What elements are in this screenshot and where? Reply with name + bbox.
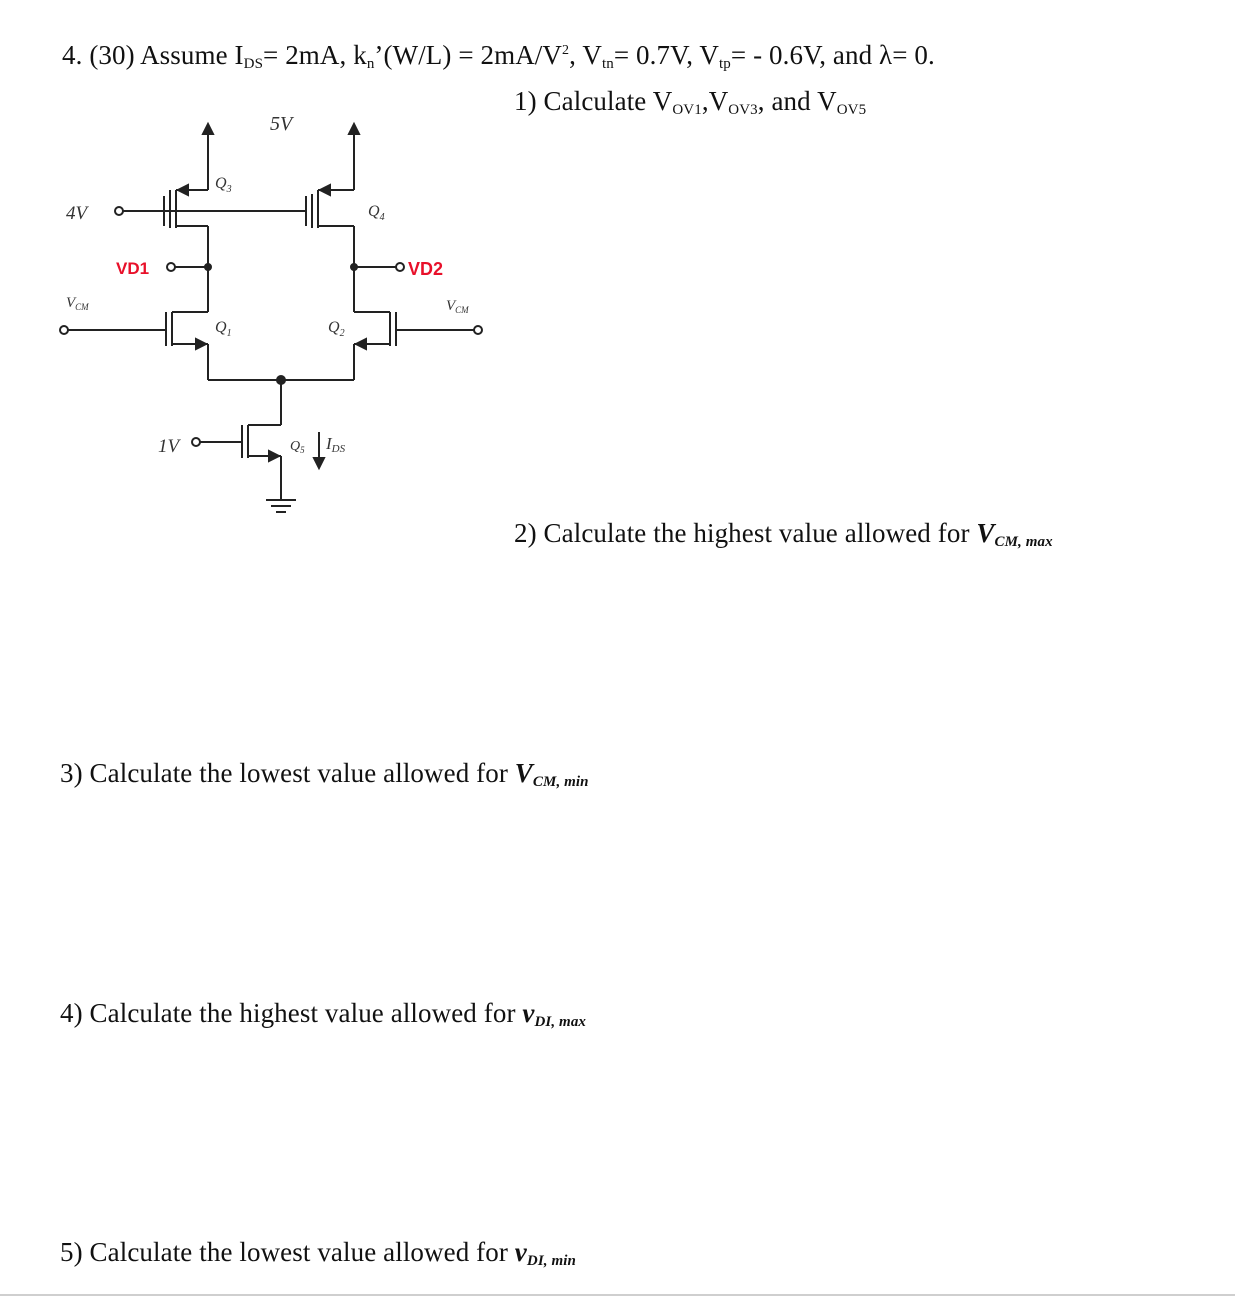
supply-arrow-right xyxy=(349,124,359,190)
transistor-q1 xyxy=(60,268,208,380)
question-2: 2) Calculate the highest value allowed for $V_{CM, max}$ xyxy=(514,518,1053,550)
assumption-ids: $I_{DS}= 2mA$, xyxy=(234,40,347,72)
assume-word: Assume xyxy=(140,40,228,70)
question-3: 3) Calculate the lowest value allowed for $V_{CM, min}$ xyxy=(60,758,589,790)
supply-label: 5V xyxy=(270,113,293,135)
q2-label: $Q_2$ xyxy=(328,319,345,339)
bias-gate-label: 4V xyxy=(66,203,88,224)
transistor-q4 xyxy=(312,185,354,268)
problem-points: (30) xyxy=(89,40,135,70)
tail-gate-label: 1V xyxy=(158,436,180,457)
vd2-annotation: VD2 xyxy=(408,259,444,279)
vcm-right-label: $V_{CM}$ xyxy=(446,298,469,315)
assumption-vtp: $V_{tp}= - 0.6V$, and xyxy=(699,40,873,72)
vcm-left-label: $V_{CM}$ xyxy=(66,295,89,312)
differential-amplifier-schematic xyxy=(55,105,500,545)
bias-gate-line xyxy=(115,196,306,226)
problem-number: 4. xyxy=(62,40,83,70)
q5-label: $Q_5$ xyxy=(290,439,305,455)
question-5: 5) Calculate the lowest value allowed for $v_{DI, min}$ xyxy=(60,1237,576,1269)
q4-label: $Q_4$ xyxy=(368,203,385,223)
vd1-annotation: VD1 xyxy=(116,259,150,278)
ids-current-arrow xyxy=(314,432,324,468)
assumption-lambda: λ= 0. xyxy=(879,40,935,70)
ground-icon xyxy=(266,500,296,512)
q1-label: $Q_1$ xyxy=(215,319,232,339)
tail-node xyxy=(208,376,354,425)
question-1: 1) Calculate $V_{OV1},V_{OV3}$, and $V_{OV5}$ xyxy=(514,86,867,118)
ids-label: IDS xyxy=(326,434,346,455)
problem-statement xyxy=(62,40,935,73)
q3-label: $Q_3$ xyxy=(215,175,232,195)
page-bottom-divider xyxy=(0,1294,1235,1296)
supply-arrow-left xyxy=(203,124,213,190)
assumption-vtn: $V_{tn}= 0.7V$, xyxy=(582,40,694,72)
transistor-q5 xyxy=(192,425,281,500)
transistor-q2 xyxy=(354,268,482,380)
transistor-q3 xyxy=(170,185,208,268)
assumption-kn: $k_n’(W/L) = 2mA/V^2$, xyxy=(353,40,576,72)
node-vd2 xyxy=(351,263,404,271)
question-4: 4) Calculate the highest value allowed for $v_{DI, max}$ xyxy=(60,998,587,1030)
node-vd1 xyxy=(167,263,211,271)
